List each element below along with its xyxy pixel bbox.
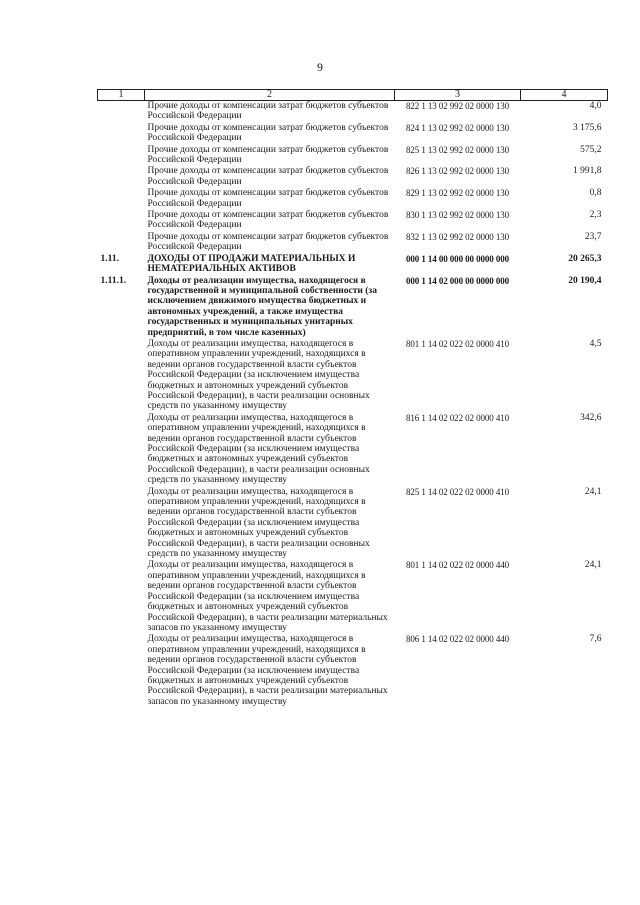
row-number (98, 413, 145, 487)
row-name: Доходы от реализации имущества, находящегося в оперативном управлении учреждений, находящихся в ведении органов государственной власти субъектов Российской Федерации (за исключением имущества бюджетных и автономных учреждений субъектов Российской Федерации), в части реализации материальных запасов по указанному имуществу (147, 634, 388, 707)
row-name: Доходы от реализации имущества, находящегося в оперативном управлении учреждений, находящихся в ведении органов государственной власти субъектов Российской Федерации (за исключением имущества бюджетных и автономных учреждений субъектов Российской Федерации), в части реализации основных средств по указанному имуществу (147, 412, 370, 486)
row-code: 830 1 13 02 992 02 0000 130 (405, 210, 510, 221)
table-row (98, 210, 608, 232)
table-row (98, 413, 608, 487)
row-number (98, 232, 145, 254)
header-col-3: 3 (395, 90, 521, 101)
row-number: 1.11.1. (100, 275, 127, 286)
table-row (98, 145, 608, 167)
table-row (98, 276, 608, 339)
row-code: 825 1 13 02 992 02 0000 130 (405, 144, 510, 155)
row-amount: 575,2 (580, 144, 602, 155)
page-number: 9 (317, 60, 323, 74)
row-name: Доходы от реализации имущества, находящегося в оперативном управлении учреждений, находящихся в ведении органов государственной власти субъектов Российской Федерации (за исключением имущества бюджетных и автономных учреждений субъектов Российской Федерации), в части реализации основных средств по указанному имуществу (147, 338, 370, 412)
row-name: Прочие доходы от компенсации затрат бюджетов субъектов Российской Федерации (147, 101, 389, 122)
header-col-4: 4 (521, 90, 608, 101)
header-col-1: 1 (98, 90, 145, 101)
row-amount: 0,8 (589, 188, 602, 199)
row-name: ДОХОДЫ ОТ ПРОДАЖИ МАТЕРИАЛЬНЫХ И НЕМАТЕРИАЛЬНЫХ АКТИВОВ (147, 253, 356, 275)
row-number (98, 634, 145, 708)
row-amount: 23,7 (584, 231, 602, 242)
row-amount: 24,1 (584, 560, 602, 571)
row-name: Доходы от реализации имущества, находящегося в государственной и муниципальной собственности (за исключением движимого имущества бюджетных и автономных учреждений, а также имущества государственных и муниципальных унитарных предприятий, в том числе казенных) (147, 275, 377, 338)
row-code: 824 1 13 02 992 02 0000 130 (405, 122, 510, 133)
row-code: 832 1 13 02 992 02 0000 130 (405, 231, 510, 242)
row-amount: 4,0 (589, 101, 602, 111)
row-number: 1.11. (100, 253, 119, 264)
row-name: Прочие доходы от компенсации затрат бюджетов субъектов Российской Федерации (147, 210, 389, 231)
row-code: 806 1 14 02 022 02 0000 440 (405, 634, 510, 645)
table-row (98, 487, 608, 561)
row-number (98, 560, 145, 634)
row-number (98, 339, 145, 413)
table-row (98, 634, 608, 708)
row-code: 829 1 13 02 992 02 0000 130 (405, 188, 510, 199)
row-amount: 7,6 (589, 634, 602, 645)
row-amount: 20 265,3 (568, 253, 602, 264)
row-name: Доходы от реализации имущества, находящегося в оперативном управлении учреждений, находящихся в ведении органов государственной власти субъектов Российской Федерации (за исключением имущества бюджетных и автономных учреждений субъектов Российской Федерации), в части реализации основных средств по указанному имуществу (147, 486, 370, 560)
table-row (98, 166, 608, 188)
row-code: 825 1 14 02 022 02 0000 410 (405, 486, 510, 497)
row-name: Прочие доходы от компенсации затрат бюджетов субъектов Российской Федерации (147, 122, 389, 144)
row-amount: 342,6 (580, 412, 602, 423)
table-row (98, 188, 608, 210)
row-amount: 2,3 (589, 210, 602, 221)
row-code: 826 1 13 02 992 02 0000 130 (405, 166, 510, 177)
row-number (98, 101, 145, 123)
row-amount: 4,5 (589, 338, 602, 349)
table-row (98, 339, 608, 413)
row-code: 801 1 14 02 022 02 0000 440 (405, 560, 510, 571)
header-row (98, 90, 608, 101)
table-row (98, 123, 608, 145)
row-code: 822 1 13 02 992 02 0000 130 (405, 101, 510, 111)
row-number (98, 487, 145, 561)
row-amount: 1 991,8 (573, 166, 602, 177)
row-number (98, 166, 145, 188)
revenue-table (97, 89, 608, 708)
row-amount: 20 190,4 (568, 275, 602, 286)
table-row (98, 101, 608, 123)
row-code: 801 1 14 02 022 02 0000 410 (405, 338, 510, 349)
row-code: 000 1 14 02 000 00 0000 000 (405, 275, 510, 286)
row-name: Прочие доходы от компенсации затрат бюджетов субъектов Российской Федерации (147, 166, 389, 187)
table-header (98, 90, 608, 101)
table-row (98, 254, 608, 276)
row-name: Доходы от реализации имущества, находящегося в оперативном управлении учреждений, находящихся в ведении органов государственной власти субъектов Российской Федерации (за исключением имущества бюджетных и автономных учреждений субъектов Российской Федерации), в части реализации материальных запасов по указанному имуществу (147, 560, 388, 633)
row-name: Прочие доходы от компенсации затрат бюджетов субъектов Российской Федерации (147, 231, 389, 253)
table-row (98, 560, 608, 634)
row-number (98, 210, 145, 232)
row-amount: 3 175,6 (573, 122, 602, 133)
row-number (98, 123, 145, 145)
row-number (98, 145, 145, 167)
header-col-2: 2 (145, 90, 395, 101)
row-name: Прочие доходы от компенсации затрат бюджетов субъектов Российской Федерации (147, 144, 389, 166)
row-code: 000 1 14 00 000 00 0000 000 (405, 253, 510, 264)
row-code: 816 1 14 02 022 02 0000 410 (405, 412, 510, 423)
row-number (98, 188, 145, 210)
table-row (98, 232, 608, 254)
row-name: Прочие доходы от компенсации затрат бюджетов субъектов Российской Федерации (147, 188, 389, 209)
table-body (98, 101, 608, 709)
row-amount: 24,1 (584, 486, 602, 497)
